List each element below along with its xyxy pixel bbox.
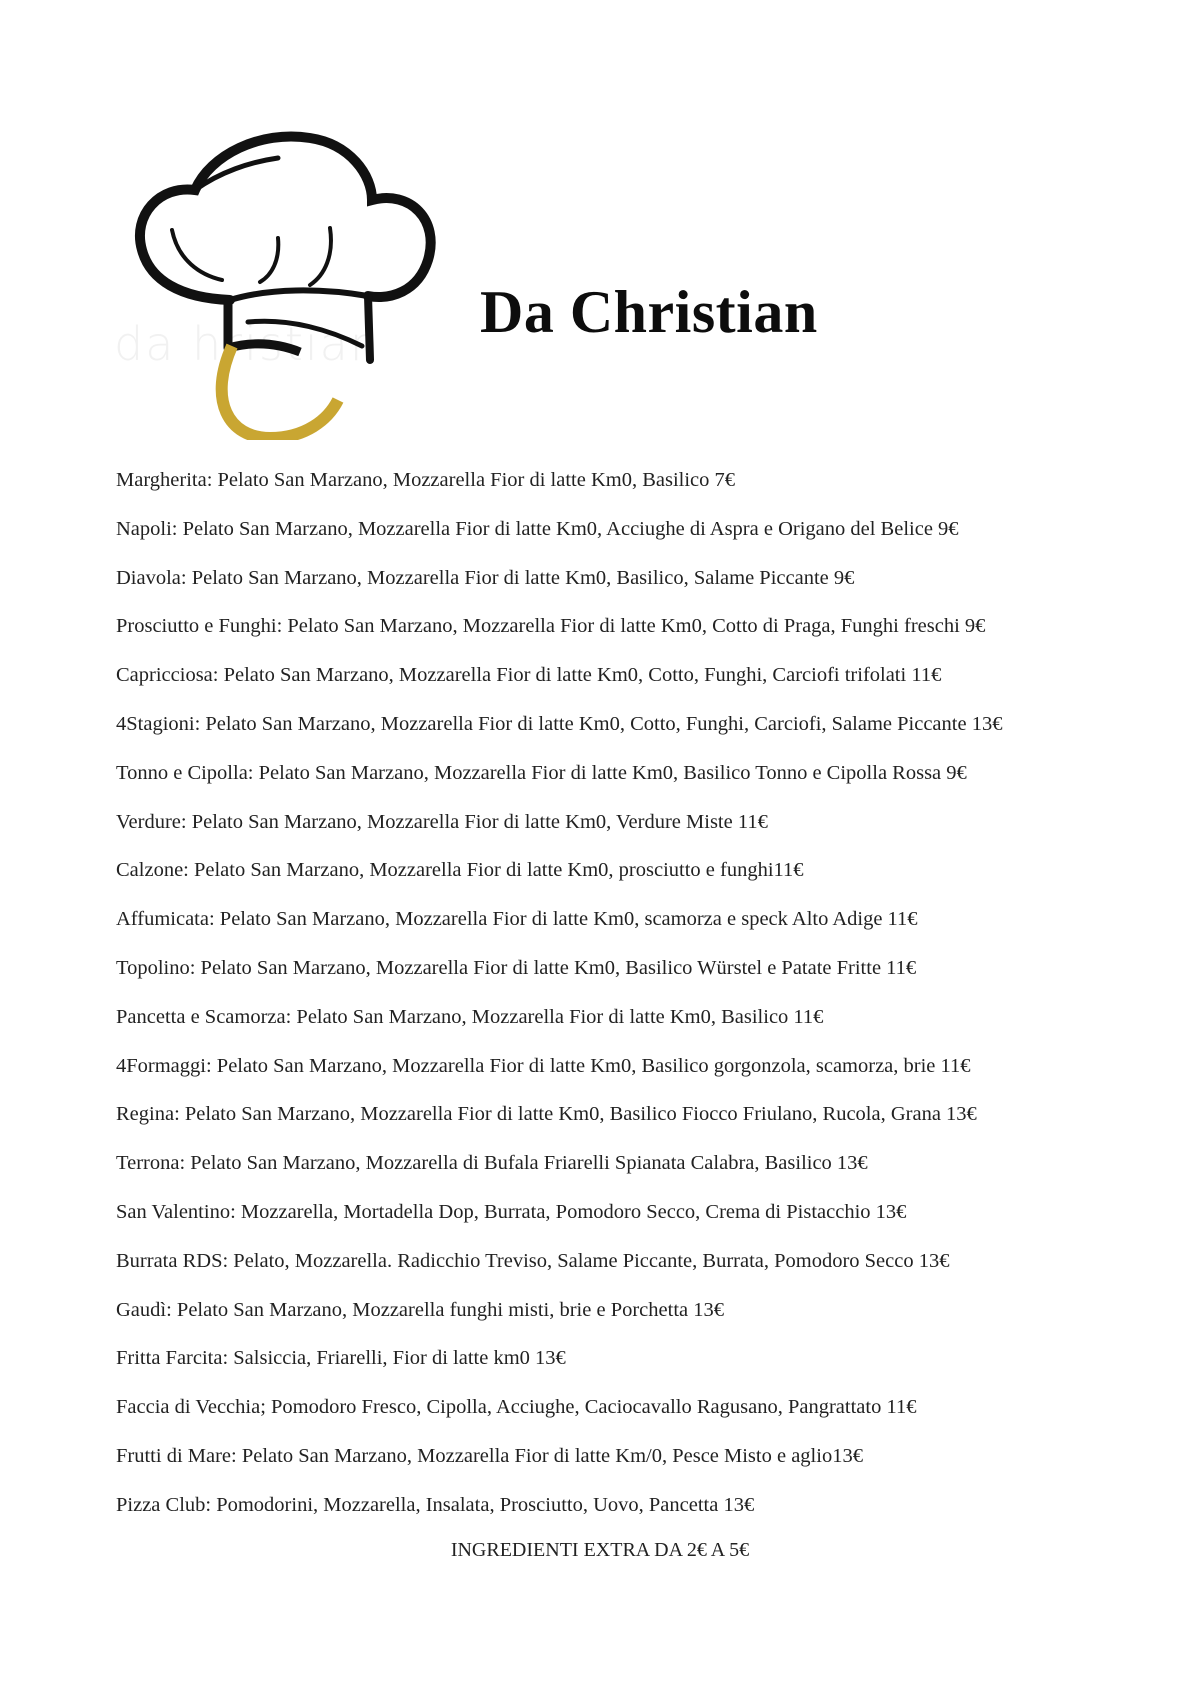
menu-item-diavola: Diavola: Pelato San Marzano, Mozzarella Fior di latte Km0, Basilico, Salame Piccante 9€ xyxy=(116,566,855,589)
menu-item-regina: Regina: Pelato San Marzano, Mozzarella Fior di latte Km0, Basilico Fiocco Friulano, Rucola, Grana 13€ xyxy=(116,1103,977,1126)
menu-item-verdure: Verdure: Pelato San Marzano, Mozzarella Fior di latte Km0, Verdure Miste 11€ xyxy=(116,810,768,833)
menu-item-4formaggi: 4Formaggi: Pelato San Marzano, Mozzarella Fior di latte Km0, Basilico gorgonzola, scamorza, brie 11€ xyxy=(116,1054,971,1077)
menu-item-napoli: Napoli: Pelato San Marzano, Mozzarella Fior di latte Km0, Acciughe di Aspra e Origano del Belice 9€ xyxy=(116,517,959,540)
menu-item-san-valentino: San Valentino: Mozzarella, Mortadella Dop, Burrata, Pomodoro Secco, Crema di Pistacchio 13€ xyxy=(116,1200,907,1223)
menu-item-faccia-di-vecchia: Faccia di Vecchia; Pomodoro Fresco, Cipolla, Acciughe, Caciocavallo Ragusano, Pangrattato 11€ xyxy=(116,1396,917,1419)
extra-ingredients-note: INGREDIENTI EXTRA DA 2€ A 5€ xyxy=(450,1539,750,1561)
menu-item-pancetta-scamorza: Pancetta e Scamorza: Pelato San Marzano, Mozzarella Fior di latte Km0, Basilico 11€ xyxy=(116,1005,824,1028)
menu-item-fritta-farcita: Fritta Farcita: Salsiccia, Friarelli, Fior di latte km0 13€ xyxy=(116,1347,566,1370)
menu-item-terrona: Terrona: Pelato San Marzano, Mozzarella di Bufala Friarelli Spianata Calabra, Basilico 13€ xyxy=(116,1152,868,1175)
restaurant-title: Da Christian xyxy=(480,279,818,345)
menu-item-frutti-di-mare: Frutti di Mare: Pelato San Marzano, Mozzarella Fior di latte Km/0, Pesce Misto e aglio13€ xyxy=(116,1444,863,1467)
menu-item-pizza-club: Pizza Club: Pomodorini, Mozzarella, Insalata, Prosciutto, Uovo, Pancetta 13€ xyxy=(116,1493,755,1516)
logo-faint-text: da hristian xyxy=(114,317,381,371)
menu-item-capricciosa: Capricciosa: Pelato San Marzano, Mozzarella Fior di latte Km0, Cotto, Funghi, Carciofi trifolati 11€ xyxy=(116,664,942,687)
menu-item-4stagioni: 4Stagioni: Pelato San Marzano, Mozzarella Fior di latte Km0, Cotto, Funghi, Carciofi, Salame Piccante 13€ xyxy=(116,712,1003,735)
menu-item-burrata-rds: Burrata RDS: Pelato, Mozzarella. Radicchio Treviso, Salame Piccante, Burrata, Pomodoro Secco 13€ xyxy=(116,1249,950,1272)
menu-item-gaudi: Gaudì: Pelato San Marzano, Mozzarella funghi misti, brie e Porchetta 13€ xyxy=(116,1298,724,1321)
menu-item-margherita: Margherita: Pelato San Marzano, Mozzarella Fior di latte Km0, Basilico 7€ xyxy=(116,469,736,491)
menu-item-tonno-cipolla: Tonno e Cipolla: Pelato San Marzano, Mozzarella Fior di latte Km0, Basilico Tonno e Cipolla Rossa 9€ xyxy=(116,761,967,784)
menu-item-prosciutto-funghi: Prosciutto e Funghi: Pelato San Marzano, Mozzarella Fior di latte Km0, Cotto di Praga, Funghi freschi 9€ xyxy=(116,615,986,638)
menu-item-affumicata: Affumicata: Pelato San Marzano, Mozzarella Fior di latte Km0, scamorza e speck Alto Adige 11€ xyxy=(116,908,918,931)
chef-hat-logo xyxy=(110,120,450,440)
menu-item-topolino: Topolino: Pelato San Marzano, Mozzarella Fior di latte Km0, Basilico Würstel e Patate Fritte 11€ xyxy=(116,956,917,979)
menu-item-calzone: Calzone: Pelato San Marzano, Mozzarella Fior di latte Km0, prosciutto e funghi11€ xyxy=(116,859,804,882)
pizza-menu-list xyxy=(116,466,1156,1540)
